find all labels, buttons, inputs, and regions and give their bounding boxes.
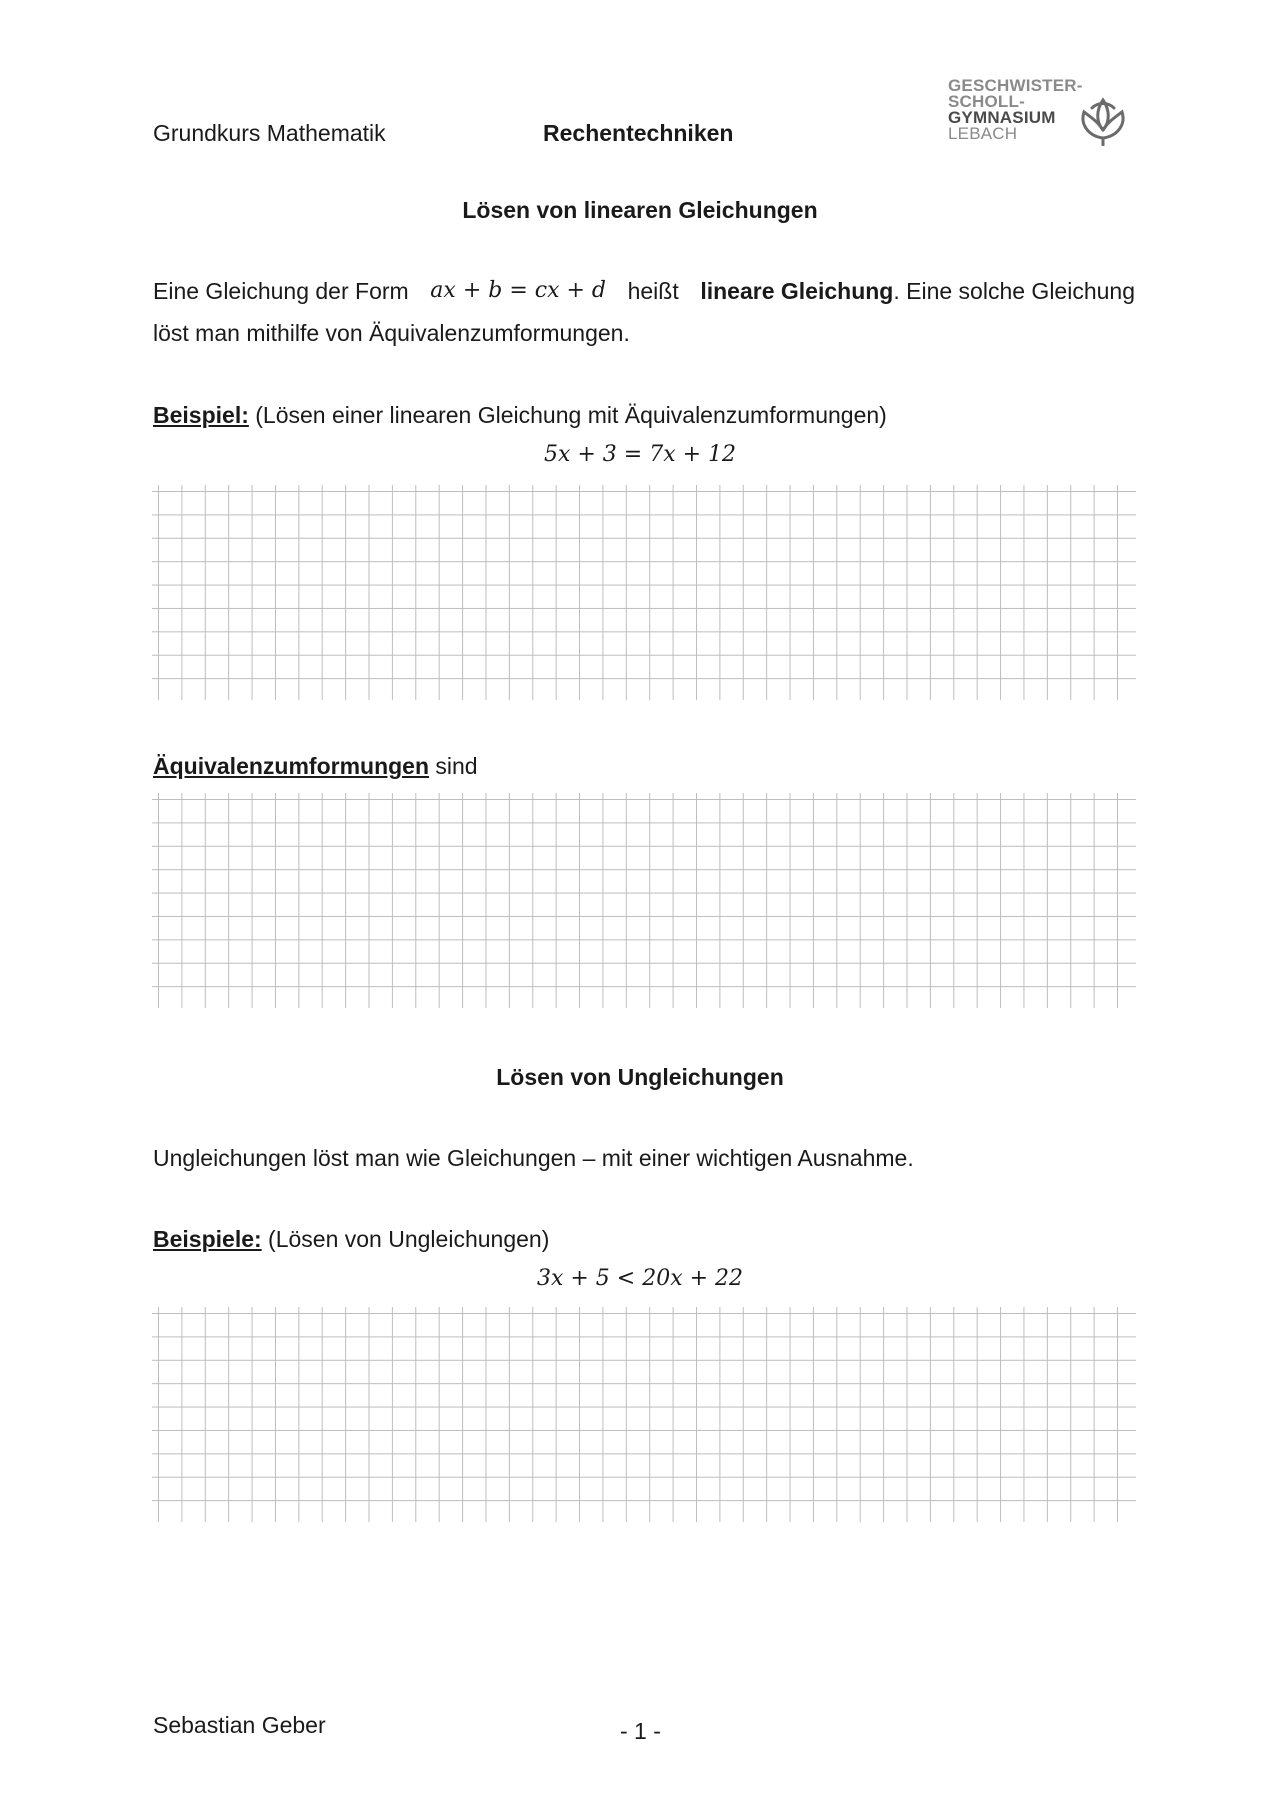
logo-line-2: SCHOLL- bbox=[948, 92, 1025, 111]
intro-middle: heißt bbox=[627, 278, 679, 304]
example1-label: Beispiel: bbox=[153, 402, 249, 428]
example1-equation: 5x + 3 = 7x + 12 bbox=[543, 442, 737, 467]
example2-text: (Lösen von Ungleichungen) bbox=[268, 1226, 550, 1252]
intro-formula: ax + b = cx + d bbox=[430, 278, 606, 303]
rose-icon bbox=[1072, 94, 1134, 146]
equiv-text: sind bbox=[435, 753, 478, 779]
example2-line bbox=[153, 1226, 549, 1254]
logo-line-1: GESCHWISTER- bbox=[948, 76, 1083, 95]
school-logo bbox=[948, 78, 1138, 148]
example1-line bbox=[153, 402, 887, 430]
topic-title: Rechentechniken bbox=[543, 120, 734, 146]
intro-bold-term: lineare Gleichung bbox=[700, 278, 894, 304]
equiv-line bbox=[153, 753, 478, 781]
intro-before: Eine Gleichung der Form bbox=[153, 278, 409, 304]
intro-paragraph bbox=[153, 270, 1135, 354]
section2-intro: Ungleichungen löst man wie Gleichungen – mit einer wichtigen Ausnahme. bbox=[153, 1145, 914, 1171]
section1-heading: Lösen von linearen Gleichungen bbox=[462, 197, 818, 223]
author-name: Sebastian Geber bbox=[153, 1712, 326, 1738]
example2-label: Beispiele: bbox=[153, 1226, 262, 1252]
work-grid-1 bbox=[152, 485, 1136, 700]
example2-equation: 3x + 5 < 20x + 22 bbox=[536, 1266, 744, 1291]
logo-line-4: LEBACH bbox=[948, 124, 1018, 143]
example1-text: (Lösen einer linearen Gleichung mit Äquivalenzumformungen) bbox=[255, 402, 887, 428]
page-number: - 1 - bbox=[620, 1718, 661, 1744]
equiv-label: Äquivalenzumformungen bbox=[153, 753, 430, 779]
intro-line-1 bbox=[153, 270, 1135, 312]
intro-after: . Eine solche Gleichung bbox=[893, 278, 1135, 304]
section2-heading: Lösen von Ungleichungen bbox=[496, 1064, 784, 1090]
intro-line-2: löst man mithilfe von Äquivalenzumformungen. bbox=[153, 320, 630, 346]
logo-line-3: GYMNASIUM bbox=[948, 108, 1056, 127]
course-title: Grundkurs Mathematik bbox=[153, 120, 386, 146]
work-grid-2 bbox=[152, 793, 1136, 1008]
work-grid-3 bbox=[152, 1307, 1136, 1522]
